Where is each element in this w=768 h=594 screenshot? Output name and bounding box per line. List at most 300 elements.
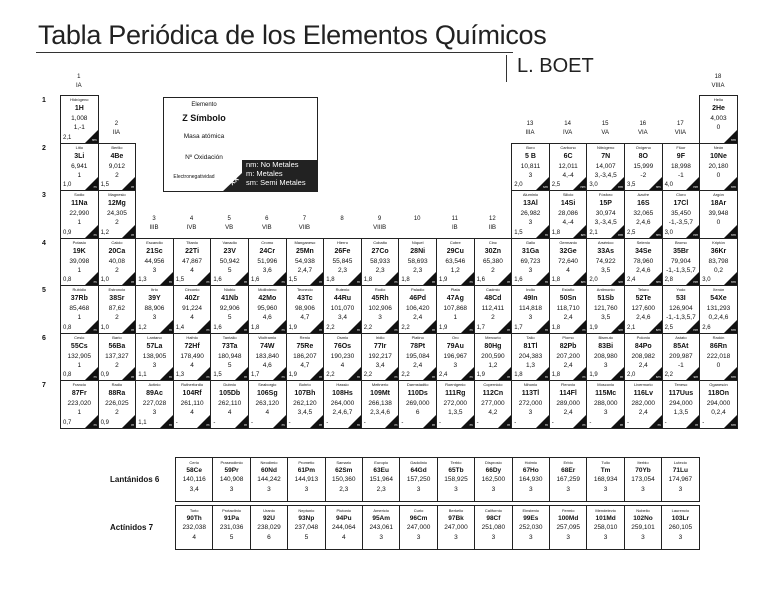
- actinides-cell[interactable]: [250, 505, 288, 550]
- element-cell[interactable]: [60, 380, 99, 429]
- element-oxidation: 0: [716, 219, 721, 226]
- period-number: 2: [42, 144, 46, 152]
- actinides-cell[interactable]: [624, 505, 662, 550]
- element-name: Cromo: [261, 239, 274, 245]
- element-type: nm: [730, 375, 736, 379]
- element-cell[interactable]: [662, 143, 701, 192]
- element-name: Bismuto: [598, 334, 613, 340]
- element-cell[interactable]: [436, 238, 475, 287]
- element-mass: 190,230: [330, 352, 355, 360]
- lanthanides-cell[interactable]: [287, 457, 325, 502]
- element-name: Americio: [373, 508, 389, 513]
- group-number: 9: [377, 216, 382, 222]
- element-cell[interactable]: [173, 380, 212, 429]
- element-symbol: 49In: [523, 295, 538, 302]
- element-oxidation: 3: [603, 361, 608, 369]
- element-name: Seaborgio: [258, 382, 277, 387]
- element-type: m: [244, 327, 247, 332]
- element-name: Indio: [526, 287, 535, 292]
- element-type: nm: [580, 185, 586, 189]
- element-oxidation: 2: [115, 266, 119, 274]
- element-cell[interactable]: [135, 285, 174, 334]
- element-cell[interactable]: [248, 238, 287, 287]
- legend-nm: nm: No Metales: [246, 160, 299, 169]
- element-name: Polonio: [636, 334, 650, 340]
- element-cell[interactable]: [436, 285, 475, 334]
- element-cell[interactable]: [624, 190, 663, 239]
- lanthanides-cell[interactable]: [661, 457, 699, 502]
- element-cell[interactable]: [98, 380, 137, 429]
- actinides-cell[interactable]: [287, 505, 325, 550]
- element-name: Paladio: [411, 287, 425, 292]
- element-cell[interactable]: [323, 380, 362, 429]
- element-name: Antimonio: [596, 287, 615, 292]
- element-cell[interactable]: [398, 380, 437, 429]
- element-cell[interactable]: [361, 333, 400, 382]
- element-name: Estroncio: [108, 287, 126, 292]
- element-symbol: 64Gd: [410, 467, 427, 474]
- element-mass: 208,980: [593, 352, 618, 360]
- group-name: IIB: [488, 225, 497, 231]
- element-mass: 258,010: [593, 524, 618, 531]
- element-symbol: 61Pm: [297, 467, 316, 474]
- element-cell[interactable]: [586, 190, 625, 239]
- element-cell[interactable]: [624, 143, 663, 192]
- element-oxidation: 0,2,4,6: [708, 314, 729, 321]
- element-cell[interactable]: [699, 238, 738, 287]
- element-type: nm: [730, 232, 736, 237]
- group-number: 8: [340, 216, 344, 222]
- element-cell[interactable]: [135, 333, 174, 382]
- element-cell[interactable]: [511, 380, 550, 429]
- element-mass: 261,110: [180, 400, 204, 407]
- lanthanides-cell[interactable]: [549, 457, 587, 502]
- element-oxidation: 4: [192, 534, 196, 541]
- element-oxidation: 4: [341, 534, 346, 541]
- actinides-cell[interactable]: [212, 505, 250, 550]
- element-cell[interactable]: [662, 238, 701, 287]
- element-symbol: 2He: [712, 105, 725, 112]
- element-name: Oganesón: [709, 382, 728, 387]
- element-symbol: 24Cr: [259, 247, 276, 255]
- element-cell[interactable]: [662, 285, 701, 334]
- element-cell[interactable]: [699, 95, 738, 144]
- element-name: Argón: [713, 192, 724, 197]
- element-cell[interactable]: [511, 190, 550, 239]
- element-oxidation: 4,7: [300, 314, 310, 321]
- element-mass: 51,996: [257, 257, 278, 265]
- element-cell[interactable]: [60, 143, 99, 192]
- period-number: 6: [42, 334, 46, 342]
- element-cell[interactable]: [210, 285, 249, 334]
- element-type: m: [507, 280, 511, 284]
- element-oxidation: 4: [190, 409, 194, 416]
- element-type: m: [319, 280, 323, 284]
- element-mass: 132,905: [67, 352, 92, 360]
- element-cell[interactable]: [398, 238, 437, 287]
- element-type: nm: [730, 185, 736, 189]
- element-symbol: 5 B: [525, 152, 536, 160]
- actinides-cell[interactable]: [549, 505, 587, 550]
- actinides-cell[interactable]: [474, 505, 512, 550]
- lanthanides-cell[interactable]: [624, 457, 662, 502]
- element-name: Cloro: [676, 192, 686, 197]
- element-cell[interactable]: [699, 190, 738, 239]
- element-cell[interactable]: [323, 238, 362, 287]
- element-oxidation: 3: [603, 409, 608, 416]
- element-symbol: 77Ir: [373, 342, 387, 350]
- element-cell[interactable]: [135, 238, 174, 287]
- element-name: Hafnio: [186, 334, 198, 340]
- element-cell[interactable]: [549, 143, 588, 192]
- element-symbol: 12Mg: [107, 200, 126, 207]
- element-oxidation: 5: [227, 314, 232, 321]
- group-name: VA: [601, 130, 609, 136]
- element-cell[interactable]: [436, 380, 475, 429]
- element-mass: 183,840: [255, 352, 280, 360]
- element-oxidation: 3,5: [601, 314, 611, 321]
- element-cell[interactable]: [511, 285, 550, 334]
- element-oxidation: 1: [77, 409, 82, 416]
- element-cell[interactable]: [60, 95, 99, 144]
- element-name: Magnesio: [108, 192, 126, 197]
- element-oxidation: 3,5: [601, 266, 611, 274]
- element-oxidation: 1: [453, 314, 458, 321]
- element-symbol: 68Er: [561, 467, 576, 474]
- element-name: Fermio: [561, 508, 575, 513]
- element-name: Itrio: [151, 287, 158, 292]
- element-name: Calcio: [111, 239, 123, 245]
- element-cell[interactable]: [286, 285, 325, 334]
- lanthanides-cell[interactable]: [325, 457, 363, 502]
- element-mass: 20,180: [708, 162, 729, 170]
- element-oxidation: 2,4: [413, 361, 423, 369]
- element-cell[interactable]: [286, 238, 325, 287]
- element-name: Torio: [189, 508, 199, 513]
- element-electronegativity: 0,9: [100, 419, 109, 426]
- element-cell[interactable]: [474, 333, 513, 382]
- element-symbol: 29Cu: [446, 247, 464, 255]
- element-symbol: 21Sc: [146, 247, 163, 255]
- element-oxidation: 3: [641, 534, 645, 541]
- element-cell[interactable]: [173, 238, 212, 287]
- element-oxidation: 1,2: [450, 266, 460, 274]
- element-name: Radón: [712, 334, 725, 340]
- element-mass: 95,960: [257, 305, 278, 312]
- element-oxidation: 1: [77, 361, 82, 369]
- element-mass: 58,933: [370, 257, 391, 265]
- element-name: Renio: [299, 334, 311, 340]
- element-oxidation: 4: [566, 266, 570, 274]
- element-cell[interactable]: [248, 380, 287, 429]
- element-cell[interactable]: [60, 238, 99, 287]
- actinides-cell[interactable]: [512, 505, 550, 550]
- element-electronegativity: 0,7: [63, 419, 72, 426]
- element-cell[interactable]: [60, 190, 99, 239]
- element-oxidation: 2: [115, 219, 119, 226]
- element-name: Neón: [713, 144, 724, 150]
- element-cell[interactable]: [210, 238, 249, 287]
- lanthanides-cell[interactable]: [437, 457, 475, 502]
- element-cell[interactable]: [699, 380, 738, 429]
- element-cell[interactable]: [586, 380, 625, 429]
- element-electronegativity: 2,2: [363, 372, 373, 378]
- element-electronegativity: 1,5: [213, 372, 222, 378]
- actinides-cell[interactable]: [325, 505, 363, 550]
- element-type: m: [544, 327, 548, 332]
- element-type: m: [356, 375, 360, 379]
- element-cell[interactable]: [98, 333, 137, 382]
- element-name: Francio: [72, 382, 86, 387]
- element-mass: 263,120: [255, 400, 280, 407]
- element-symbol: 85At: [673, 342, 689, 350]
- element-cell[interactable]: [662, 380, 701, 429]
- element-mass: 257,095: [556, 524, 580, 531]
- element-cell[interactable]: [474, 285, 513, 334]
- element-oxidation: 1: [77, 266, 82, 274]
- lanthanides-cell[interactable]: [474, 457, 512, 502]
- element-type: m: [131, 185, 135, 189]
- element-cell[interactable]: [286, 380, 325, 429]
- element-symbol: 79Au: [446, 342, 464, 350]
- element-cell[interactable]: [361, 238, 400, 287]
- lanthanides-cell[interactable]: [175, 457, 213, 502]
- element-oxidation: 3: [528, 486, 533, 493]
- element-cell[interactable]: [173, 285, 212, 334]
- element-type: nm: [655, 280, 661, 284]
- element-cell[interactable]: [323, 285, 362, 334]
- element-mass: 269,000: [405, 400, 430, 407]
- element-name: Flerovio: [560, 382, 576, 387]
- element-name: Holmio: [524, 460, 538, 465]
- lanthanides-cell[interactable]: [250, 457, 288, 502]
- element-cell[interactable]: [586, 333, 625, 382]
- element-cell[interactable]: [60, 285, 99, 334]
- element-type: m: [319, 327, 323, 332]
- element-name: Teneso: [674, 382, 688, 387]
- element-cell[interactable]: [511, 143, 550, 192]
- element-oxidation: 5: [304, 534, 309, 541]
- element-symbol: 92U: [263, 515, 275, 522]
- element-name: Kriptón: [712, 239, 725, 245]
- lanthanides-cell[interactable]: [586, 457, 624, 502]
- page-title: Tabla Periódica de los Elementos Químicos: [38, 20, 547, 50]
- element-symbol: 72Hf: [184, 342, 200, 350]
- element-symbol: 111Rg: [445, 390, 466, 397]
- element-cell[interactable]: [586, 238, 625, 287]
- lanthanides-cell[interactable]: [362, 457, 400, 502]
- element-oxidation: 3: [378, 314, 382, 321]
- element-cell[interactable]: [549, 380, 588, 429]
- element-mass: 180,948: [217, 352, 242, 360]
- group-name: IIIA: [525, 130, 535, 136]
- element-cell[interactable]: [624, 333, 663, 382]
- author-name: L. BOET: [517, 55, 594, 77]
- element-symbol: 55Cs: [70, 342, 88, 350]
- element-name: Astato: [675, 334, 687, 340]
- element-cell[interactable]: [549, 333, 588, 382]
- element-cell[interactable]: [361, 380, 400, 429]
- element-cell[interactable]: [60, 333, 99, 382]
- element-electronegativity: 2,0: [514, 182, 523, 188]
- element-name: Nobelio: [636, 508, 650, 513]
- element-name: Xenón: [712, 287, 725, 292]
- element-type: nm: [693, 280, 699, 284]
- lanthanides-cell[interactable]: [512, 457, 550, 502]
- element-electronegativity: 2,2: [363, 324, 373, 331]
- element-name: Estaño: [561, 287, 575, 292]
- element-electronegativity: 1,0: [63, 182, 72, 188]
- element-cell[interactable]: [624, 238, 663, 287]
- element-cell[interactable]: [624, 380, 663, 429]
- element-electronegativity: 2,0: [589, 277, 598, 283]
- element-type: m: [620, 422, 623, 427]
- element-cell[interactable]: [248, 285, 287, 334]
- element-type: m: [356, 422, 360, 427]
- element-electronegativity: 2,2: [326, 372, 335, 378]
- element-cell[interactable]: [98, 143, 137, 192]
- actinides-cell[interactable]: [399, 505, 437, 550]
- element-cell[interactable]: [586, 285, 625, 334]
- element-mass: 195,084: [405, 352, 430, 360]
- element-cell[interactable]: [210, 333, 249, 382]
- element-cell[interactable]: [98, 190, 137, 239]
- element-oxidation: 4: [190, 266, 194, 274]
- element-cell[interactable]: [586, 143, 625, 192]
- element-cell[interactable]: [511, 238, 550, 287]
- element-cell[interactable]: [624, 285, 663, 334]
- element-name: Carbono: [560, 144, 576, 150]
- element-mass: 98,906: [294, 305, 315, 312]
- lanthanides-cell[interactable]: [399, 457, 437, 502]
- element-cell[interactable]: [98, 285, 137, 334]
- element-cell[interactable]: [474, 238, 513, 287]
- element-cell[interactable]: [662, 333, 701, 382]
- element-cell[interactable]: [511, 333, 550, 382]
- element-cell[interactable]: [398, 333, 437, 382]
- element-symbol: 80Hg: [484, 342, 502, 350]
- element-oxidation: 4: [227, 409, 232, 416]
- element-electronegativity: 1,1: [138, 419, 147, 426]
- element-name: Rutherfordio: [181, 382, 204, 387]
- element-cell[interactable]: [549, 238, 588, 287]
- element-type: sm: [580, 280, 586, 284]
- element-symbol: 28Ni: [410, 247, 426, 255]
- element-name: Rodio: [374, 287, 386, 292]
- element-electronegativity: 2,4: [439, 372, 448, 378]
- element-cell[interactable]: [361, 285, 400, 334]
- period-number: 3: [42, 192, 46, 199]
- element-mass: 186,207: [293, 352, 317, 360]
- element-electronegativity: 3,0: [664, 229, 673, 236]
- actinides-cell[interactable]: [362, 505, 400, 550]
- element-type: m: [168, 280, 172, 284]
- element-name: Nitrógeno: [597, 144, 615, 150]
- element-cell[interactable]: [323, 333, 362, 382]
- element-mass: 288,000: [593, 400, 618, 407]
- element-oxidation: 6: [267, 534, 271, 541]
- element-oxidation: 2: [491, 314, 495, 321]
- element-name: Laurencio: [671, 508, 690, 513]
- element-mass: 78,960: [633, 257, 654, 265]
- element-cell[interactable]: [173, 333, 212, 382]
- element-oxidation: 1: [77, 171, 82, 179]
- element-mass: 35,450: [670, 210, 691, 217]
- element-cell[interactable]: [699, 333, 738, 382]
- element-cell[interactable]: [549, 190, 588, 239]
- actinides-cell[interactable]: [586, 505, 624, 550]
- element-cell[interactable]: [286, 333, 325, 382]
- element-mass: 32,065: [633, 210, 654, 217]
- element-cell[interactable]: [98, 238, 137, 287]
- legend-simbolo: Z Símbolo: [182, 113, 226, 123]
- element-electronegativity: -: [401, 419, 404, 426]
- element-symbol: 94Pu: [336, 515, 352, 522]
- element-oxidation: 3: [528, 219, 533, 226]
- element-oxidation: 3: [528, 171, 533, 179]
- element-type: nm: [730, 422, 736, 427]
- element-name: Berilio: [111, 144, 123, 150]
- element-symbol: 110Ds: [407, 390, 428, 397]
- element-mass: 223,020: [67, 400, 92, 407]
- element-cell[interactable]: [210, 380, 249, 429]
- actinides-cell[interactable]: [175, 505, 213, 550]
- element-type: m: [131, 375, 135, 379]
- element-oxidation: 4,-4: [562, 171, 574, 179]
- element-name: Helio: [713, 97, 724, 102]
- element-type: m: [319, 422, 323, 427]
- lanthanides-cell[interactable]: [212, 457, 250, 502]
- element-cell[interactable]: [662, 190, 701, 239]
- element-oxidation: 2,4: [413, 314, 423, 321]
- legend-electronegatividad: Electronegatividad: [173, 174, 215, 180]
- element-symbol: 7N: [601, 152, 611, 160]
- element-cell[interactable]: [699, 143, 738, 192]
- group-name: IA: [75, 83, 82, 89]
- element-oxidation: -1,-1,3,5,7: [666, 266, 696, 274]
- element-cell[interactable]: [699, 285, 738, 334]
- element-electronegativity: 1,6: [476, 277, 485, 283]
- group-number: 4: [189, 216, 194, 222]
- actinides-cell[interactable]: [661, 505, 699, 550]
- element-electronegativity: -: [589, 419, 592, 426]
- element-type: m: [544, 422, 548, 427]
- element-type: m: [93, 327, 97, 332]
- element-cell[interactable]: [474, 380, 513, 429]
- element-cell[interactable]: [135, 380, 174, 429]
- element-oxidation: 1,2: [488, 361, 498, 369]
- element-symbol: 113Tl: [521, 390, 540, 397]
- element-symbol: 30Zn: [484, 247, 502, 255]
- element-electronegativity: 1,9: [439, 324, 448, 331]
- actinides-cell[interactable]: [437, 505, 475, 550]
- group-name: IIIB: [149, 225, 159, 231]
- element-name: Rubidio: [72, 287, 87, 292]
- element-cell[interactable]: [248, 333, 287, 382]
- element-type: m: [168, 422, 172, 427]
- element-cell[interactable]: [436, 333, 475, 382]
- element-name: Neptunio: [298, 508, 315, 513]
- element-cell[interactable]: [549, 285, 588, 334]
- element-type: m: [319, 375, 323, 379]
- group-name: VIIA: [674, 130, 687, 136]
- element-mass: 137,327: [105, 352, 129, 360]
- element-symbol: 101Md: [595, 515, 616, 522]
- group-number: 10: [413, 216, 421, 222]
- element-electronegativity: 0,8: [63, 324, 72, 331]
- element-cell[interactable]: [398, 285, 437, 334]
- element-name: Talio: [526, 334, 535, 340]
